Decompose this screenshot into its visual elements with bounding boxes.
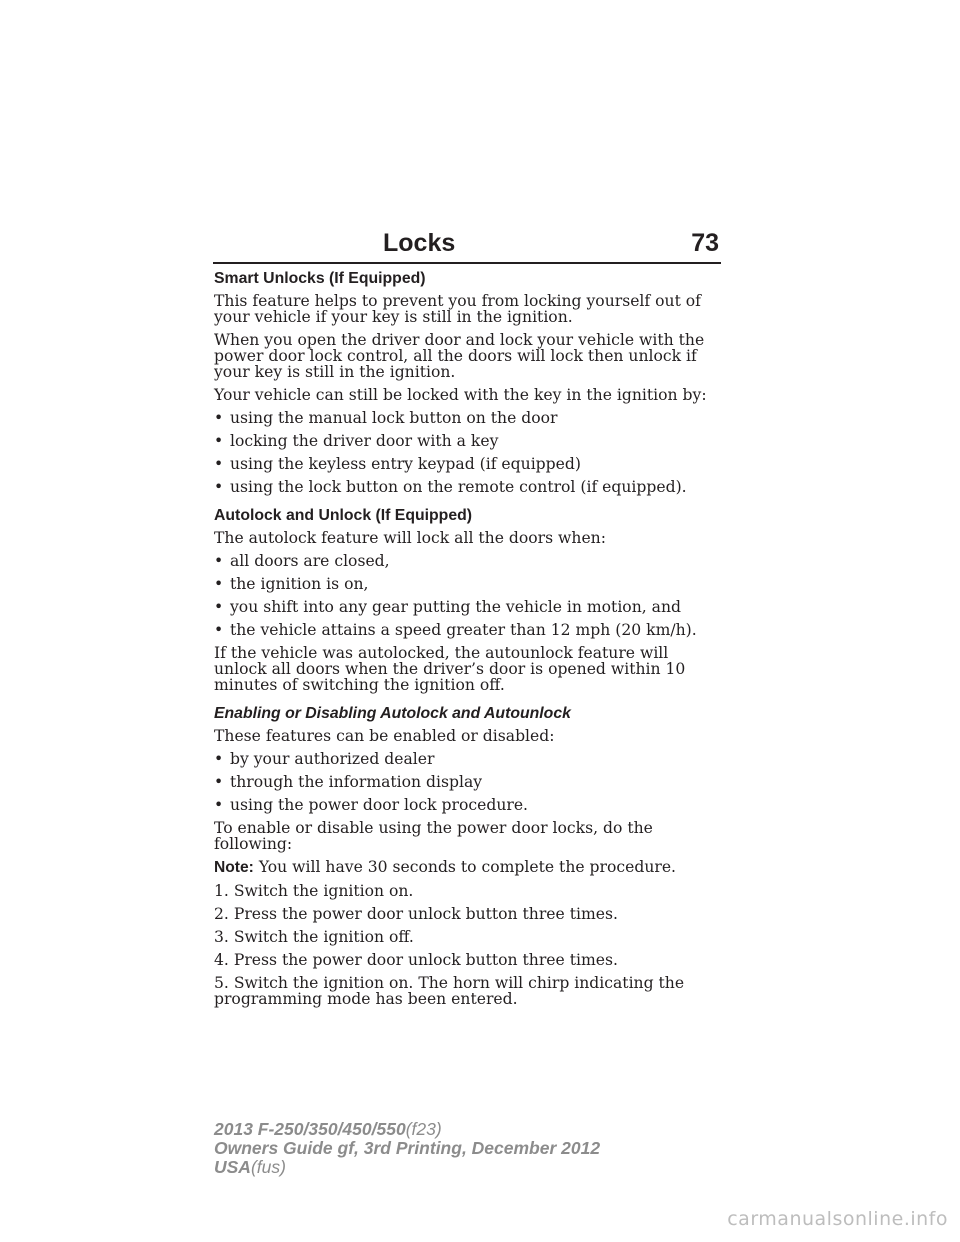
footer-line bbox=[214, 1158, 600, 1177]
step: 1. Switch the ignition on. bbox=[214, 882, 414, 900]
paragraph: If the vehicle was autolocked, the autounlock feature will unlock all doors when the driver’s door is opened within 10 minutes of switching the ignition off. bbox=[214, 644, 686, 694]
section-heading-smart-unlocks: Smart Unlocks (If Equipped) bbox=[214, 270, 426, 287]
footer-market-code: (fus) bbox=[250, 1157, 286, 1177]
list-item: • using the manual lock button on the door bbox=[214, 410, 724, 426]
bullet-list bbox=[214, 751, 724, 813]
paragraph: These features can be enabled or disabled: bbox=[214, 727, 555, 745]
paragraph: The autolock feature will lock all the doors when: bbox=[214, 529, 606, 547]
watermark: carmanualsonline.info bbox=[727, 1208, 948, 1230]
footer-model: 2013 F-250/350/450/550 bbox=[214, 1119, 406, 1139]
footer-line: Owners Guide gf, 3rd Printing, December 2012 bbox=[214, 1138, 601, 1158]
section-heading-autolock: Autolock and Unlock (If Equipped) bbox=[214, 507, 473, 524]
bullet-list bbox=[214, 553, 724, 638]
list-item: • using the lock button on the remote control (if equipped). bbox=[214, 479, 724, 495]
footer-model-code: (f23) bbox=[405, 1119, 442, 1139]
note bbox=[214, 859, 724, 876]
page-title: Locks bbox=[383, 229, 456, 257]
paragraph: Your vehicle can still be locked with the key in the ignition by: bbox=[214, 386, 707, 404]
page-content bbox=[214, 270, 724, 1014]
page-number: 73 bbox=[691, 229, 719, 257]
list-item: • using the keyless entry keypad (if equipped) bbox=[214, 456, 724, 472]
paragraph: To enable or disable using the power door locks, do the following: bbox=[214, 819, 653, 853]
subsection-heading-enabling: Enabling or Disabling Autolock and Autounlock bbox=[214, 705, 571, 722]
list-item: • all doors are closed, bbox=[214, 553, 724, 569]
footer-line bbox=[214, 1120, 600, 1139]
footer-market: USA bbox=[214, 1157, 251, 1177]
bullet-list bbox=[214, 410, 724, 495]
list-item: • by your authorized dealer bbox=[214, 751, 724, 767]
step: 2. Press the power door unlock button three times. bbox=[214, 905, 618, 923]
step: 3. Switch the ignition off. bbox=[214, 928, 414, 946]
note-label: Note: bbox=[214, 859, 254, 876]
paragraph: When you open the driver door and lock your vehicle with the power door lock control, all the doors will lock then unlock if your key is still in the ignition. bbox=[214, 331, 705, 381]
list-item: • locking the driver door with a key bbox=[214, 433, 724, 449]
step: 4. Press the power door unlock button three times. bbox=[214, 951, 618, 969]
note-text: You will have 30 seconds to complete the procedure. bbox=[258, 858, 677, 876]
list-item: • the ignition is on, bbox=[214, 576, 724, 592]
list-item: • you shift into any gear putting the vehicle in motion, and bbox=[214, 599, 724, 615]
page-footer bbox=[214, 1120, 600, 1177]
page-header bbox=[213, 228, 721, 264]
list-item: • through the information display bbox=[214, 774, 724, 790]
step: 5. Switch the ignition on. The horn will chirp indicating the programming mode has been entered. bbox=[214, 974, 685, 1008]
list-item: • using the power door lock procedure. bbox=[214, 797, 724, 813]
paragraph: This feature helps to prevent you from locking yourself out of your vehicle if your key is still in the ignition. bbox=[214, 292, 701, 326]
list-item: • the vehicle attains a speed greater than 12 mph (20 km/h). bbox=[214, 622, 724, 638]
